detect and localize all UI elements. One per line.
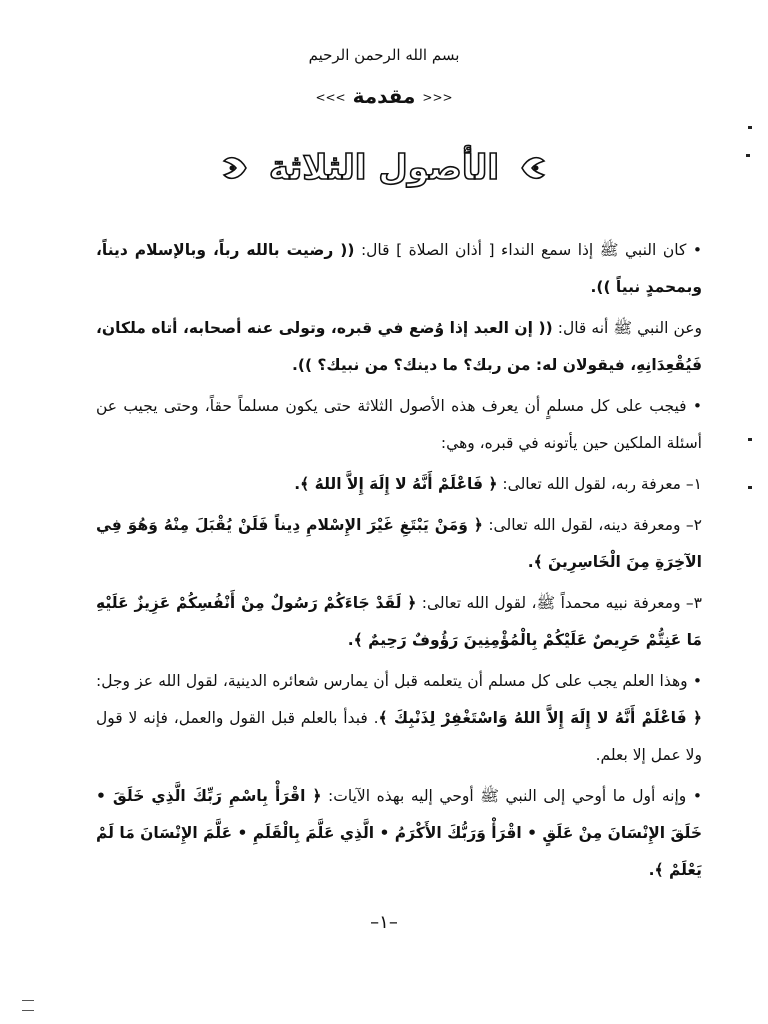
intro-arrows-left: >>>: [315, 90, 346, 105]
paragraph-text: ٣– ومعرفة نبيه محمداً ﷺ، لقول الله تعالى:: [416, 594, 702, 612]
verse-quote: ﴿ فَاعْلَمْ أَنَّهُ لا إِلَهَ إِلاَّ اللهُ ﴾.: [294, 475, 498, 493]
paragraph-text: ٢– ومعرفة دينه، لقول الله تعالى:: [482, 516, 702, 534]
hadith-quote: (( إن العبد إذا وُضع في قبره، وتولى عنه أصحابه، أتاه ملكان، فَيُقْعِدَانِهِ، فيقولان له: من ربك؟ ما دينك؟ من نبيك؟ )).: [96, 319, 702, 374]
scan-speck: [748, 126, 752, 129]
paragraph-revelation: [96, 778, 702, 889]
scan-speck: [748, 486, 752, 489]
page-number: –١–: [370, 912, 398, 933]
verse-quote: ﴿ وَمَنْ يَبْتَغِ غَيْرَ الإِسْلامِ دِيناً فَلَنْ يُقْبَلَ مِنْهُ وَهُوَ فِي الآخِرَةِ مِنَ الْخَاسِرِينَ ﴾.: [96, 516, 702, 571]
scan-speck: [746, 154, 750, 157]
paragraph-principle-3: [96, 585, 702, 659]
intro-label: مقدمة: [352, 84, 416, 108]
verse-quote: ﴿ فَاعْلَمْ أَنَّهُ لا إِلَهَ إِلاَّ اللهُ وَاسْتَغْفِرْ لِذَنْبِكَ ﴾: [378, 709, 702, 727]
intro-heading: [0, 84, 768, 108]
paragraph-grave: [96, 310, 702, 384]
body-text: [96, 232, 702, 893]
ornament-left-icon: [220, 151, 250, 185]
scan-line: [22, 1000, 34, 1001]
paragraph-text: • وهذا العلم يجب على كل مسلم أن يتعلمه قبل أن يمارس شعائره الدينية، لقول الله عز وجل:: [96, 672, 702, 690]
paragraph-text: • وإنه أول ما أوحي إلى النبي ﷺ أوحي إليه بهذه الآيات:: [321, 787, 702, 805]
paragraph-text: وعن النبي ﷺ أنه قال:: [552, 319, 703, 337]
paragraph-principle-2: [96, 507, 702, 581]
paragraph-principle-1: [96, 466, 702, 503]
ornament-right-icon: [518, 151, 548, 185]
verse-quote: ﴿ لَقَدْ جَاءَكُمْ رَسُولٌ مِنْ أَنْفُسِكُمْ عَزِيزٌ عَلَيْهِ مَا عَنِتُّمْ حَرِيصٌ عَلَيْكُمْ بِالْمُؤْمِنِينَ رَؤُوفٌ رَحِيمٌ ﴾.: [96, 594, 702, 649]
basmala: بسم الله الرحمن الرحيم: [308, 46, 460, 64]
paragraph-text: • فيجب على كل مسلمٍ أن يعرف هذه الأصول الثلاثة حتى يكون مسلماً حقاً، وحتى يجيب عن أسئلة الملكين حين يأتونه في قبره، وهي:: [96, 397, 702, 452]
paragraph-text: • كان النبي ﷺ إذا سمع النداء [ أذان الصلاة ] قال:: [354, 241, 702, 259]
paragraph-obligation: [96, 388, 702, 462]
paragraph-knowledge: [96, 663, 702, 774]
document-title: الأصول الثلاثة: [268, 148, 500, 188]
paragraph-tail: . فبدأ بالعلم قبل القول والعمل، فإنه لا قول ولا عمل إلا بعلم.: [96, 709, 702, 764]
scan-line: [22, 1010, 34, 1011]
paragraph-text: ١– معرفة ربه، لقول الله تعالى:: [497, 475, 702, 493]
intro-arrows-right: <<<: [422, 90, 453, 105]
paragraph-adhan: [96, 232, 702, 306]
hadith-quote: (( رضيت بالله رباً، وبالإسلام ديناً، وبمحمدٍ نبياً )).: [96, 241, 702, 296]
verse-quote: ﴿ اقْرَأْ بِاسْمِ رَبِّكَ الَّذِي خَلَقَ • خَلَقَ الإِنْسَانَ مِنْ عَلَقٍ • اقْرَأْ وَرَبُّكَ الأَكْرَمُ • الَّذِي عَلَّمَ بِالْقَلَمِ • عَلَّمَ الإِنْسَانَ مَا لَمْ يَعْلَمْ ﴾.: [96, 787, 702, 879]
title-banner: [0, 148, 768, 188]
scan-speck: [748, 438, 752, 441]
